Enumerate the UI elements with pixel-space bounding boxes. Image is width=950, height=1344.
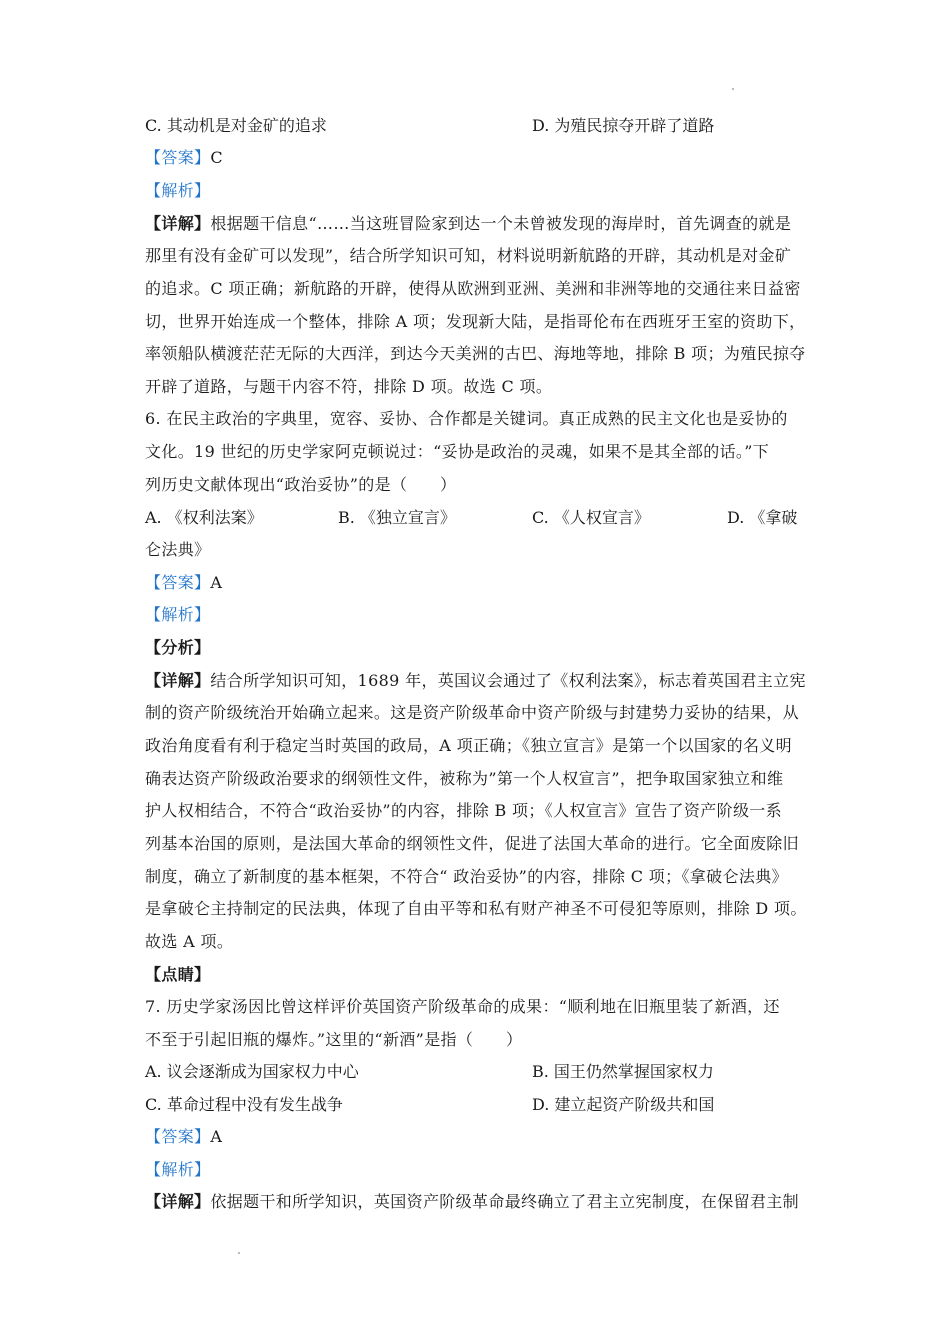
analysis-label: 【解析】 <box>145 605 211 624</box>
answer-label: 【答案】 <box>145 148 211 167</box>
q7-option-c: C. 革命过程中没有发生战争 <box>145 1095 343 1114</box>
q6-detail-line-9: 故选 A 项。 <box>145 932 234 951</box>
q5-detail-line-2: 那里有没有金矿可以发现”，结合所学知识可知，材料说明新航路的开辟，其动机是对金矿 <box>145 246 792 265</box>
q6-stem-line-1: 6. 在民主政治的字典里，宽容、妥协、合作都是关键词。真正成熟的民主文化也是妥协的 <box>145 409 788 428</box>
q6-detail-line-1 <box>145 670 810 692</box>
q6-detail-line-7: 制度，确立了新制度的基本框架，不符合“ 政治妥协”的内容，排除 C 项；《拿破仑法典》 <box>145 867 788 886</box>
q7-stem-line-2: 不至于引起旧瓶的爆炸。”这里的“新酒”是指（ ） <box>145 1030 523 1049</box>
q6-stem-line-3: 列历史文献体现出“政治妥协”的是（ ） <box>145 475 457 494</box>
q5-analysis-heading <box>145 180 810 202</box>
q7-answer <box>145 1126 810 1148</box>
q7-detail-line-1 <box>145 1191 810 1213</box>
q7-stem-line-1: 7. 历史学家汤因比曾这样评价英国资产阶级革命的成果：“顺利地在旧瓶里装了新酒，还 <box>145 997 780 1016</box>
detail-text: 结合所学知识可知，1689 年，英国议会通过了《权利法案》，标志着英国君主立宪 <box>210 671 806 690</box>
detail-label: 【详解】 <box>145 671 211 690</box>
q6-option-c: C. 《人权宣言》 <box>532 508 650 527</box>
analysis-label: 【解析】 <box>145 1160 211 1179</box>
answer-value: A <box>210 1127 223 1146</box>
q6-detail-line-5: 护人权相结合，不符合“政治妥协”的内容，排除 B 项；《人权宣言》宣告了资产阶级一系 <box>145 801 782 820</box>
detail-text: 根据题干信息“……当这班冒险家到达一个未曾被发现的海岸时，首先调查的就是 <box>210 214 792 233</box>
q5-option-c: C. 其动机是对金矿的追求 <box>145 116 327 135</box>
q5-option-d: D. 为殖民掠夺开辟了道路 <box>532 116 715 135</box>
answer-value: C <box>210 148 223 167</box>
q7-analysis-heading <box>145 1159 810 1181</box>
q6-option-d-continued: 仑法典》 <box>145 540 211 559</box>
q6-detail-line-6: 列基本治国的原则，是法国大革命的纲领性文件，促进了法国大革命的进行。它全面废除旧 <box>145 834 800 853</box>
q7-option-d: D. 建立起资产阶级共和国 <box>532 1095 715 1114</box>
detail-label: 【详解】 <box>145 214 211 233</box>
q6-detail-line-8: 是拿破仑主持制定的民法典，体现了自由平等和私有财产神圣不可侵犯等原则，排除 D 项。 <box>145 899 807 918</box>
q7-option-b: B. 国王仍然掌握国家权力 <box>532 1062 714 1081</box>
q5-detail-line-6: 开辟了道路，与题干内容不符，排除 D 项。故选 C 项。 <box>145 377 553 396</box>
q6-detail-line-3: 政治角度看有利于稳定当时英国的政局，A 项正确；《独立宣言》是第一个以国家的名义明 <box>145 736 792 755</box>
detail-label: 【详解】 <box>145 1192 211 1211</box>
answer-label: 【答案】 <box>145 573 211 592</box>
q5-detail-line-3: 的追求。C 项正确；新航路的开辟，使得从欧洲到亚洲、美洲和非洲等地的交通往来日益密 <box>145 279 801 298</box>
q5-detail-line-1 <box>145 213 810 235</box>
q6-detail-line-2: 制的资产阶级统治开始确立起来。这是资产阶级革命中资产阶级与封建势力妥协的结果，从 <box>145 703 800 722</box>
q6-fenxi-heading: 【分析】 <box>145 638 211 657</box>
scan-dot <box>732 88 734 90</box>
q6-dianjing-heading: 【点睛】 <box>145 965 211 984</box>
answer-value: A <box>210 573 223 592</box>
q5-detail-line-4: 切，世界开始连成一个整体，排除 A 项；发现新大陆，是指哥伦布在西班牙王室的资助下， <box>145 312 806 331</box>
scan-dot <box>238 1252 240 1254</box>
q6-option-d: D. 《拿破 <box>727 508 798 527</box>
detail-text: 依据题干和所学知识，英国资产阶级革命最终确立了君主立宪制度，在保留君主制 <box>210 1192 800 1211</box>
analysis-label: 【解析】 <box>145 181 211 200</box>
q6-stem-line-2: 文化。19 世纪的历史学家阿克顿说过：“妥协是政治的灵魂，如果不是其全部的话。”下 <box>145 442 770 461</box>
q6-option-a: A. 《权利法案》 <box>145 508 263 527</box>
q6-analysis-heading <box>145 604 810 626</box>
q5-detail-line-5: 率领船队横渡茫茫无际的大西洋，到达今天美洲的古巴、海地等地，排除 B 项；为殖民掠夺 <box>145 344 806 363</box>
q6-detail-line-4: 确表达资产阶级政治要求的纲领性文件，被称为”第一个人权宣言”，把争取国家独立和维 <box>145 769 784 788</box>
q6-option-b: B. 《独立宣言》 <box>338 508 456 527</box>
q5-answer <box>145 147 810 169</box>
answer-label: 【答案】 <box>145 1127 211 1146</box>
q6-answer <box>145 572 810 594</box>
q7-option-a: A. 议会逐渐成为国家权力中心 <box>145 1062 359 1081</box>
